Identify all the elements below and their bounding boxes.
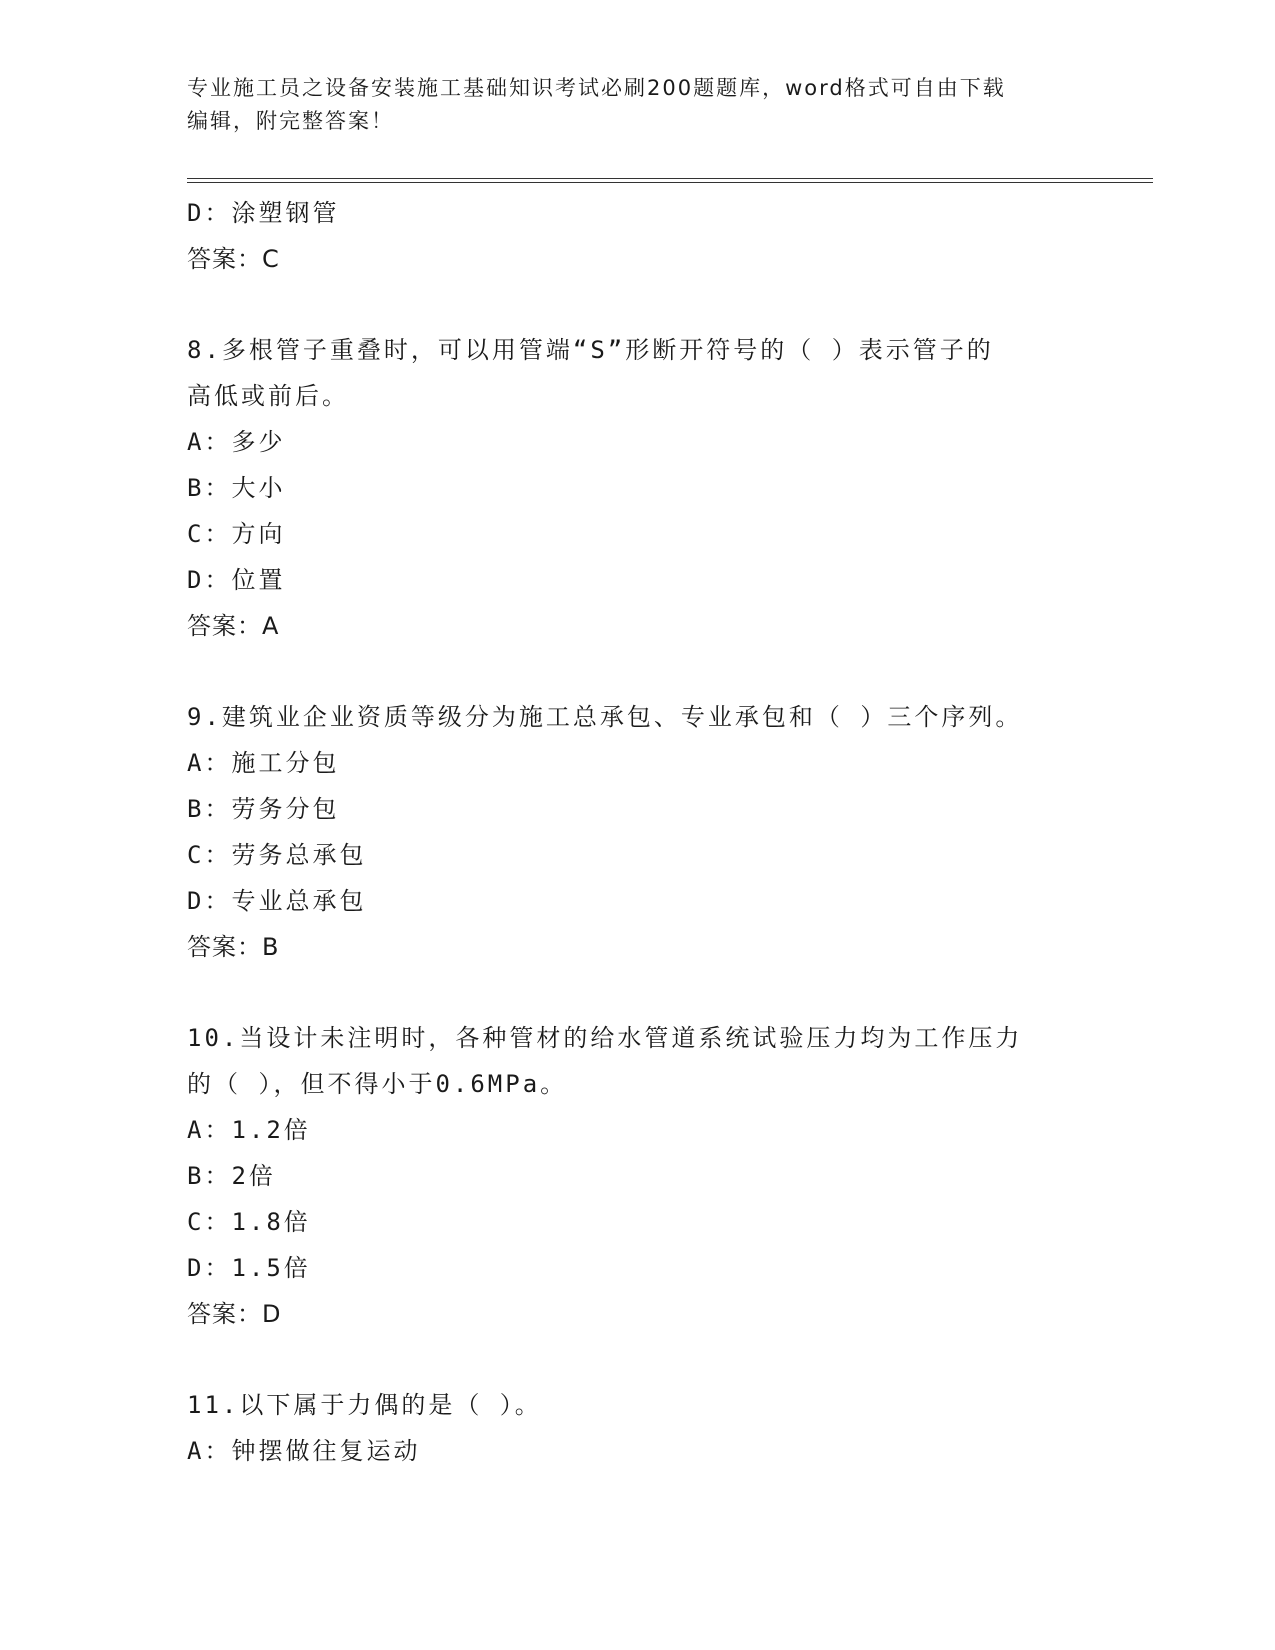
question-10 — [187, 1015, 1087, 1337]
header-divider-bottom — [187, 182, 1153, 183]
option-a: A：施工分包 — [187, 749, 340, 777]
question-text-line: 11.以下属于力偶的是（ ）。 — [187, 1391, 542, 1419]
document-header — [187, 72, 1087, 138]
answer-line: 答案：C — [187, 245, 280, 273]
option-b: B：2倍 — [187, 1162, 276, 1190]
option-c: C：1.8倍 — [187, 1208, 311, 1236]
question-8 — [187, 327, 1087, 649]
option-d: D：位置 — [187, 566, 286, 594]
header-line-2: 编辑，附完整答案！ — [187, 109, 394, 133]
option-b: B：大小 — [187, 474, 286, 502]
question-list — [187, 190, 1087, 1474]
question-11 — [187, 1382, 1087, 1474]
question-text-line: 高低或前后。 — [187, 382, 349, 410]
option-a: A：1.2倍 — [187, 1116, 311, 1144]
answer-line: 答案：A — [187, 612, 280, 640]
option-a: A：多少 — [187, 428, 286, 456]
question-text-line: 8.多根管子重叠时，可以用管端“S”形断开符号的（ ）表示管子的 — [187, 336, 994, 364]
question-fragment — [187, 190, 1087, 282]
option-c: C：劳务总承包 — [187, 841, 367, 869]
option-b: B：劳务分包 — [187, 795, 340, 823]
header-divider-top — [187, 178, 1153, 179]
question-9 — [187, 694, 1087, 970]
option-d: D：涂塑钢管 — [187, 199, 340, 227]
option-d: D：专业总承包 — [187, 887, 367, 915]
answer-line: 答案：D — [187, 1300, 282, 1328]
question-text-line: 9.建筑业企业资质等级分为施工总承包、专业承包和（ ）三个序列。 — [187, 703, 1023, 731]
option-d: D：1.5倍 — [187, 1254, 311, 1282]
option-a: A：钟摆做往复运动 — [187, 1437, 421, 1465]
question-text-line: 的（ ），但不得小于0.6MPa。 — [187, 1070, 568, 1098]
option-c: C：方向 — [187, 520, 286, 548]
header-line-1: 专业施工员之设备安装施工基础知识考试必刷200题题库，word格式可自由下载 — [187, 76, 1006, 100]
question-text-line: 10.当设计未注明时，各种管材的给水管道系统试验压力均为工作压力 — [187, 1024, 1023, 1052]
answer-line: 答案：B — [187, 933, 280, 961]
